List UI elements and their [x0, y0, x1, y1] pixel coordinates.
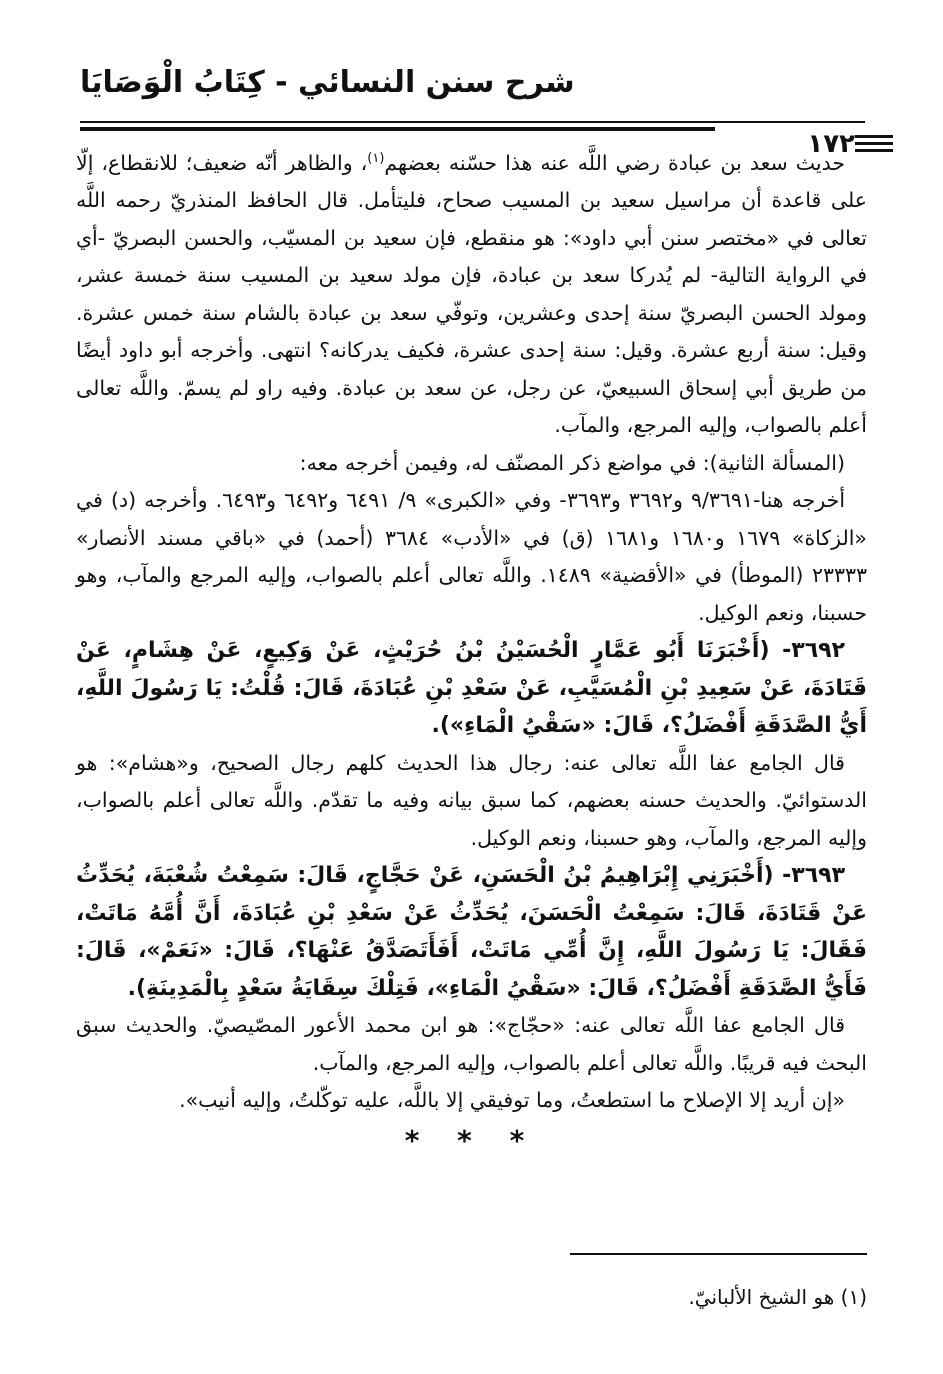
section-divider-stars: * * *: [404, 1123, 539, 1157]
footnote: (١) هو الشيخ الألبانيّ.: [688, 1285, 867, 1309]
paragraph-takhrij: أخرجه هنا-٩/٣٦٩١ و٣٦٩٢ و٣٦٩٣- وفي «الكبرى» ٩/ ٦٤٩١ و٦٤٩٢ و٦٤٩٣. وأخرجه (د) في «الزكاة» ١٦٧٩ و١٦٨٠ و١٦٨١ (ق) في «الأدب» ٣٦٨٤ (أحمد) في «باقي مسند الأنصار» ٢٣٣٣٣ (الموطأ) في «الأقضية» ١٤٨٩. واللَّه تعالى أعلم بالصواب، وإليه المرجع والمآب، وهو حسبنا، ونعم الوكيل.: [76, 488, 867, 625]
page-body: [76, 140, 867, 1159]
paragraph-commentary-1: قال الجامع عفا اللَّه تعالى عنه: رجال هذا الحديث كلهم رجال الصحيح، و«هشام»: هو الدستوائيّ. والحديث حسنه بعضهم، كما سبق بيانه وفيه ما تقدّم. واللَّه تعالى أعلم بالصواب، وإليه المرجع، والمآب، وهو حسبنا، ونعم الوكيل.: [76, 750, 867, 850]
paragraph-intro: حديث سعد بن عبادة رضي اللَّه عنه هذا حسّنه بعضهم$^{(١)}$، والظاهر أنّه ضعيف؛ للانقطاع، إلّا على قاعدة أن مراسيل سعيد بن المسيب صحاح، فليتأمل. قال الحافظ المنذريّ رحمه اللَّه تعالى في «مختصر سنن أبي داود»: هو منقطع، فإن سعيد بن المسيّب، والحسن البصريّ -أي في الرواية التالية- لم يُدركا سعد بن عبادة، فإن مولد سعيد بن المسيب سنة خمسة عشر، ومولد الحسن البصريّ سنة إحدى وعشرين، وتوفّي سعد بن عبادة بالشام سنة خمس عشرة. وقيل: سنة أربع عشرة. وقيل: سنة إحدى عشرة، فكيف يدركانه؟ انتهى. وأخرجه أبو داود أيضًا من طريق أبي إسحاق السبيعيّ، عن رجل، عن سعد بن عبادة. وفيه راو لم يسمّ. واللَّه تعالى أعلم بالصواب، وإليه المرجع، والمآب.: [76, 150, 867, 438]
hadith-3693: ٣٦٩٣- (أَخْبَرَنِي إِبْرَاهِيمُ بْنُ الْحَسَنِ، عَنْ حَجَّاجٍ، قَالَ: سَمِعْتُ شُعْبَةَ، يُحَدِّثُ عَنْ قَتَادَةَ، قَالَ: سَمِعْتُ الْحَسَنَ، يُحَدِّثُ عَنْ سَعْدِ بْنِ عُبَادَةَ، أَنَّ أُمَّهُ مَاتَتْ، فَقَالَ: يَا رَسُولَ اللَّهِ، إِنَّ أُمِّي مَاتَتْ، أَفَأَتَصَدَّقُ عَنْهَا؟، قَالَ: «نَعَمْ»، قَالَ: فَأَيُّ الصَّدَقَةِ أَفْضَلُ؟، قَالَ: «سَقْيُ الْمَاءِ»، فَتِلْكَ سِقَايَةُ سَعْدٍ بِالْمَدِينَةِ).: [76, 863, 867, 1001]
page-header: [80, 55, 865, 159]
header-rule: [80, 121, 865, 123]
header-rule-thick: [80, 127, 715, 131]
footnote-marker: (١): [367, 151, 385, 166]
closing-quote: «إن أريد إلا الإصلاح ما استطعتُ، وما توفيقي إلا باللَّه، عليه توكّلتُ، وإليه أنيب».: [179, 1088, 845, 1113]
paragraph-commentary-2: قال الجامع عفا اللَّه تعالى عنه: «حجّاج»: هو ابن محمد الأعور المصّيصيّ. والحديث سبق البحث فيه قريبًا. واللَّه تعالى أعلم بالصواب، وإليه المرجع، والمآب.: [76, 1013, 867, 1075]
footnote-rule: [570, 1253, 867, 1255]
running-title: شرح سنن النسائي - كِتَابُ الْوَصَايَا: [80, 65, 575, 100]
hadith-3692: ٣٦٩٢- (أَخْبَرَنَا أَبُو عَمَّارٍ الْحُسَيْنُ بْنُ حُرَيْثٍ، عَنْ وَكِيعٍ، عَنْ هِشَامٍ، عَنْ قَتَادَةَ، عَنْ سَعِيدِ بْنِ الْمُسَيَّبِ، عَنْ سَعْدِ بْنِ عُبَادَةَ، قَالَ: قُلْتُ: يَا رَسُولَ اللَّهِ، أَيُّ الصَّدَقَةِ أَفْضَلُ؟، قَالَ: «سَقْيُ الْمَاءِ»).: [76, 638, 867, 739]
page-number: ١٧٢: [807, 129, 855, 159]
paragraph-issue-heading: (المسألة الثانية): في مواضع ذكر المصنّف له، وفيمن أخرجه معه:: [299, 450, 845, 475]
